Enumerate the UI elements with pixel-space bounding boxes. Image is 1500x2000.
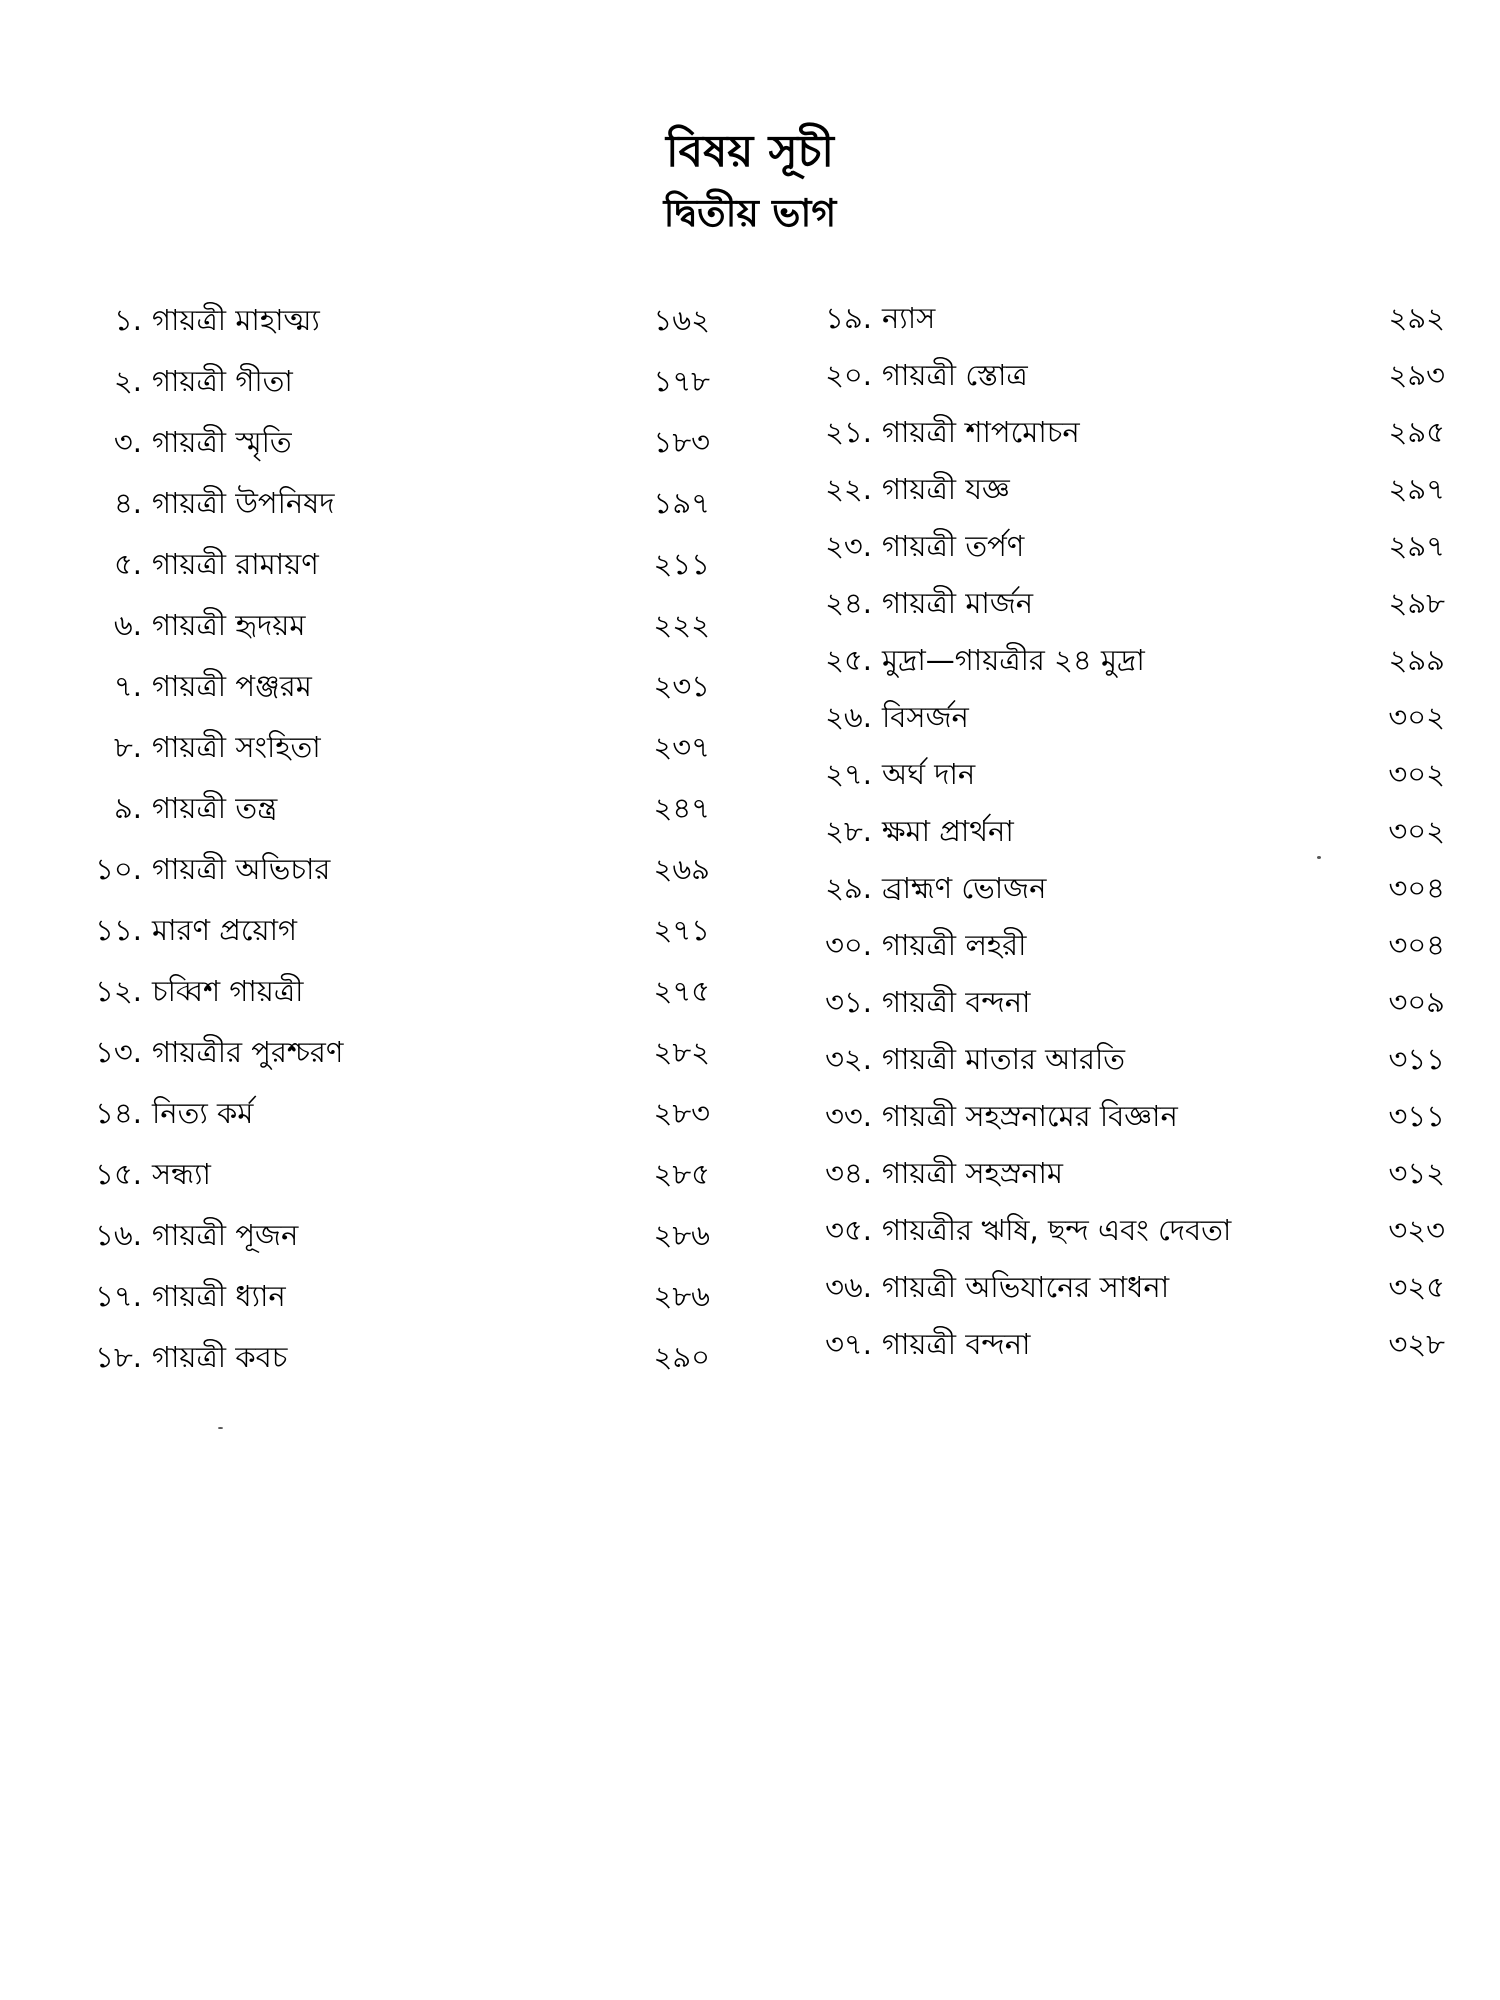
toc-number: ৩২. <box>825 1042 872 1076</box>
toc-page-number: ৩০২ <box>1388 700 1445 734</box>
toc-page-number: ২১১ <box>653 547 710 581</box>
toc-number: ৩৪. <box>825 1156 872 1190</box>
toc-title: গায়ত্রী পঞ্জরম <box>152 669 312 703</box>
toc-page-number: ২৯৩ <box>1388 358 1445 392</box>
toc-row <box>790 632 1445 689</box>
toc-row <box>790 1259 1445 1316</box>
toc-row <box>790 1202 1445 1259</box>
toc-title: গায়ত্রীর পুরশ্চরণ <box>152 1035 344 1069</box>
toc-title: মুদ্রা—গায়ত্রীর ২৪ মুদ্রা <box>882 643 1145 677</box>
toc-number: ২০. <box>825 358 872 392</box>
toc-title: গায়ত্রী বন্দনা <box>882 985 1031 1019</box>
toc-page-number: ২৯০ <box>653 1340 710 1374</box>
toc-page-number: ১৬২ <box>653 303 710 337</box>
toc-title: সন্ধ্যা <box>152 1157 211 1191</box>
toc-page-number: ২৩৭ <box>653 730 710 764</box>
toc-row <box>60 717 710 778</box>
toc-title: গায়ত্রী পূজন <box>152 1218 299 1252</box>
toc-page-number: ৩০২ <box>1388 814 1445 848</box>
toc-number: ৪. <box>113 486 142 520</box>
toc-title: গায়ত্রী স্তোত্র <box>882 358 1028 392</box>
toc-number: ২৮. <box>825 814 872 848</box>
toc-page-number: ২৬৯ <box>653 852 710 886</box>
toc-number: ১৬. <box>95 1218 142 1252</box>
toc-title: গায়ত্রী তন্ত্র <box>152 791 278 825</box>
toc-row <box>60 1327 710 1388</box>
toc-number: ১৮. <box>95 1340 142 1374</box>
toc-number: ২৩. <box>825 529 872 563</box>
toc-row <box>60 900 710 961</box>
toc-page-number: ৩০৪ <box>1388 871 1445 905</box>
toc-number: ৩৫. <box>825 1213 872 1247</box>
toc-number: ২. <box>113 364 142 398</box>
toc-title: গায়ত্রী মাতার আরতি <box>882 1042 1126 1076</box>
toc-number: ৯. <box>113 791 142 825</box>
toc-title: গায়ত্রী সহস্রনাম <box>882 1156 1064 1190</box>
toc-row <box>790 461 1445 518</box>
toc-page-number: ১৯৭ <box>653 486 710 520</box>
toc-number: ১৪. <box>95 1096 142 1130</box>
toc-row <box>60 1022 710 1083</box>
toc-page-number: ১৭৮ <box>653 364 710 398</box>
toc-page-number: ৩০২ <box>1388 757 1445 791</box>
toc-page-number: ২৮২ <box>653 1035 710 1069</box>
toc-page-number: ২৮৩ <box>653 1096 710 1130</box>
toc-title: মারণ প্রয়োগ <box>152 913 298 947</box>
toc-number: ৩. <box>113 425 142 459</box>
toc-row <box>790 1145 1445 1202</box>
page-title: বিষয় সূচী <box>666 126 834 177</box>
toc-page-number: ৩১১ <box>1388 1042 1445 1076</box>
toc-title: গায়ত্রীর ঋষি, ছন্দ এবং দেবতা <box>882 1213 1232 1247</box>
toc-page-number: ৩২৮ <box>1388 1327 1445 1361</box>
toc-row <box>790 1088 1445 1145</box>
toc-row <box>60 534 710 595</box>
toc-page-number: ২৯৮ <box>1388 586 1445 620</box>
toc-title: গায়ত্রী সংহিতা <box>152 730 321 764</box>
toc-page-number: ৩১২ <box>1388 1156 1445 1190</box>
toc-title: গায়ত্রী রামায়ণ <box>152 547 319 581</box>
toc-title: গায়ত্রী বন্দনা <box>882 1327 1031 1361</box>
toc-number: ২৭. <box>825 757 872 791</box>
toc-title: গায়ত্রী গীতা <box>152 364 293 398</box>
toc-page-number: ২৭৫ <box>653 974 710 1008</box>
toc-row <box>60 1144 710 1205</box>
toc-number: ৩৬. <box>825 1270 872 1304</box>
toc-number: ১৯. <box>825 301 872 335</box>
toc-row <box>60 290 710 351</box>
toc-title: গায়ত্রী সহস্রনামের বিজ্ঞান <box>882 1099 1178 1133</box>
toc-page-number: ৩২৩ <box>1388 1213 1445 1247</box>
toc-number: ১. <box>113 303 142 337</box>
toc-number: ১১. <box>95 913 142 947</box>
toc-number: ২৬. <box>825 700 872 734</box>
toc-title: গায়ত্রী শাপমোচন <box>882 415 1080 449</box>
toc-number: ১৩. <box>95 1035 142 1069</box>
toc-page-number: ২৩১ <box>653 669 710 703</box>
toc-number: ৩১. <box>825 985 872 1019</box>
toc-number: ২৫. <box>825 643 872 677</box>
toc-page-number: ৩১১ <box>1388 1099 1445 1133</box>
toc-title: গায়ত্রী তর্পণ <box>882 529 1025 563</box>
toc-page-number: ২৮৬ <box>653 1279 710 1313</box>
toc-column-right <box>790 290 1445 1373</box>
toc-number: ৮. <box>113 730 142 764</box>
toc-row <box>790 860 1445 917</box>
scan-speck <box>218 1427 223 1429</box>
toc-row <box>790 347 1445 404</box>
toc-row <box>790 575 1445 632</box>
page-subtitle: দ্বিতীয় ভাগ <box>663 191 837 235</box>
toc-number: ৩০. <box>825 928 872 962</box>
toc-number: ৩৩. <box>825 1099 872 1133</box>
toc-row <box>60 778 710 839</box>
toc-row <box>790 746 1445 803</box>
toc-number: ২৯. <box>825 871 872 905</box>
toc-row <box>790 290 1445 347</box>
toc-title: নিত্য কর্ম <box>152 1096 254 1130</box>
toc-page-number: ২৯৫ <box>1388 415 1445 449</box>
toc-page-number: ২৯৭ <box>1388 529 1445 563</box>
toc-title: গায়ত্রী উপনিষদ <box>152 486 335 520</box>
toc-page-number: ২৭১ <box>653 913 710 947</box>
toc-number: ১৫. <box>95 1157 142 1191</box>
toc-row <box>790 917 1445 974</box>
toc-row <box>790 803 1445 860</box>
toc-row <box>790 974 1445 1031</box>
toc-title: ক্ষমা প্রার্থনা <box>882 814 1014 848</box>
toc-row <box>60 1083 710 1144</box>
toc-row <box>60 351 710 412</box>
toc-row <box>790 689 1445 746</box>
toc-page-number: ৩০৯ <box>1388 985 1445 1019</box>
toc-title: গায়ত্রী অভিযানের সাধনা <box>882 1270 1170 1304</box>
toc-number: ২৪. <box>825 586 872 620</box>
toc-title: অর্ঘ দান <box>882 757 976 791</box>
toc-title: ব্রাহ্মণ ভোজন <box>882 871 1047 905</box>
toc-title: গায়ত্রী স্মৃতি <box>152 425 292 459</box>
toc-page-number: ২৯২ <box>1388 301 1445 335</box>
toc-number: ৭. <box>113 669 142 703</box>
toc-row <box>60 595 710 656</box>
toc-title: বিসর্জন <box>882 700 969 734</box>
toc-number: ১৭. <box>95 1279 142 1313</box>
toc-number: ১০. <box>95 852 142 886</box>
toc-title: গায়ত্রী মার্জন <box>882 586 1034 620</box>
toc-row <box>60 961 710 1022</box>
toc-row <box>790 1316 1445 1373</box>
toc-column-left <box>60 290 710 1388</box>
toc-row <box>60 1205 710 1266</box>
toc-number: ৬. <box>113 608 142 642</box>
toc-title: গায়ত্রী ধ্যান <box>152 1279 286 1313</box>
toc-title: গায়ত্রী যজ্ঞ <box>882 472 1010 506</box>
toc-title: গায়ত্রী লহরী <box>882 928 1027 962</box>
toc-number: ৩৭. <box>825 1327 872 1361</box>
toc-page-number: ২৯৯ <box>1388 643 1445 677</box>
toc-page-number: ২৯৭ <box>1388 472 1445 506</box>
toc-page-number: ২৪৭ <box>653 791 710 825</box>
toc-title: গায়ত্রী কবচ <box>152 1340 288 1374</box>
toc-number: ৫. <box>113 547 142 581</box>
toc-title: গায়ত্রী মাহাত্ম্য <box>152 303 320 337</box>
toc-row <box>60 656 710 717</box>
toc-row <box>790 1031 1445 1088</box>
toc-row <box>790 404 1445 461</box>
toc-row <box>60 473 710 534</box>
toc-number: ১২. <box>95 974 142 1008</box>
toc-title: চব্বিশ গায়ত্রী <box>152 974 304 1008</box>
toc-title: গায়ত্রী অভিচার <box>152 852 331 886</box>
toc-page-number: ৩২৫ <box>1388 1270 1445 1304</box>
toc-number: ২১. <box>825 415 872 449</box>
toc-row <box>60 412 710 473</box>
toc-page-number: ২৮৫ <box>653 1157 710 1191</box>
toc-row <box>60 1266 710 1327</box>
toc-page-number: ১৮৩ <box>653 425 710 459</box>
toc-page-number: ২৮৬ <box>653 1218 710 1252</box>
toc-row <box>60 839 710 900</box>
toc-page-number: ২২২ <box>653 608 710 642</box>
toc-number: ২২. <box>825 472 872 506</box>
scan-speck <box>1317 856 1321 859</box>
toc-title: ন্যাস <box>882 301 936 335</box>
toc-title: গায়ত্রী হৃদয়ম <box>152 608 306 642</box>
toc-page-number: ৩০৪ <box>1388 928 1445 962</box>
toc-row <box>790 518 1445 575</box>
